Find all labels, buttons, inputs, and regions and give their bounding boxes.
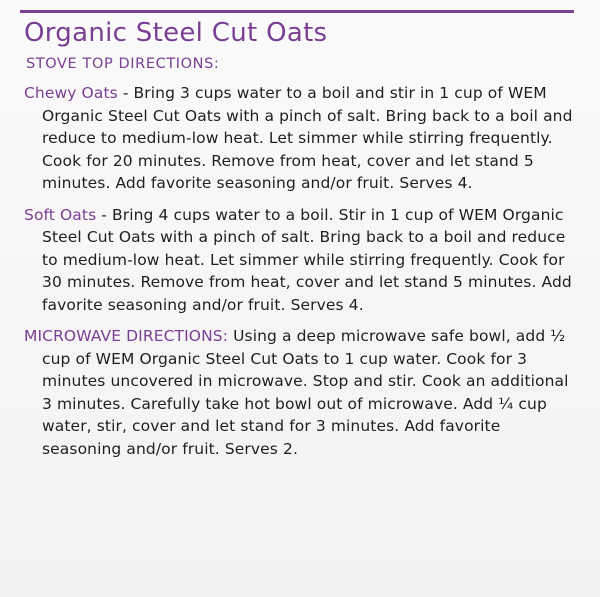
soft-oats-label: Soft Oats <box>24 205 97 224</box>
chewy-oats-paragraph <box>24 82 582 195</box>
page-title: Organic Steel Cut Oats <box>24 18 328 48</box>
top-divider <box>20 10 574 13</box>
soft-oats-paragraph <box>24 204 582 317</box>
microwave-paragraph <box>24 325 582 460</box>
soft-oats-text: - Bring 4 cups water to a boil. Stir in 1 cup of WEM Organic Steel Cut Oats with a pinch of salt. Bring back to a boil and reduce to medium-low heat. Let simmer while stirring frequently. Cook for 30 minutes. Remove from heat, cover and let stand 5 minutes. Add favorite seasoning and/or fruit. Serves 4. <box>42 205 572 314</box>
microwave-label: MICROWAVE DIRECTIONS: <box>24 327 229 345</box>
stovetop-heading: STOVE TOP DIRECTIONS: <box>26 56 220 72</box>
chewy-oats-label: Chewy Oats <box>24 84 118 102</box>
microwave-text: Using a deep microwave safe bowl, add ½ cup of WEM Organic Steel Cut Oats to 1 cup water. Cook for 3 minutes uncovered in microwave. Stop and stir. Cook an additional 3 minutes. Carefully take hot bowl out of microwave. Add ¼ cup water, stir, cover and let stand for 3 minutes. Add favorite seasoning and/or fruit. Serves 2. <box>42 327 569 458</box>
chewy-oats-text: - Bring 3 cups water to a boil and stir in 1 cup of WEM Organic Steel Cut Oats with a pinch of salt. Bring back to a boil and reduce to medium-low heat. Let simmer while stirring frequently. Cook for 20 minutes. Remove from heat, cover and let stand 5 minutes. Add favorite seasoning and/or fruit. Serves 4. <box>42 84 573 192</box>
